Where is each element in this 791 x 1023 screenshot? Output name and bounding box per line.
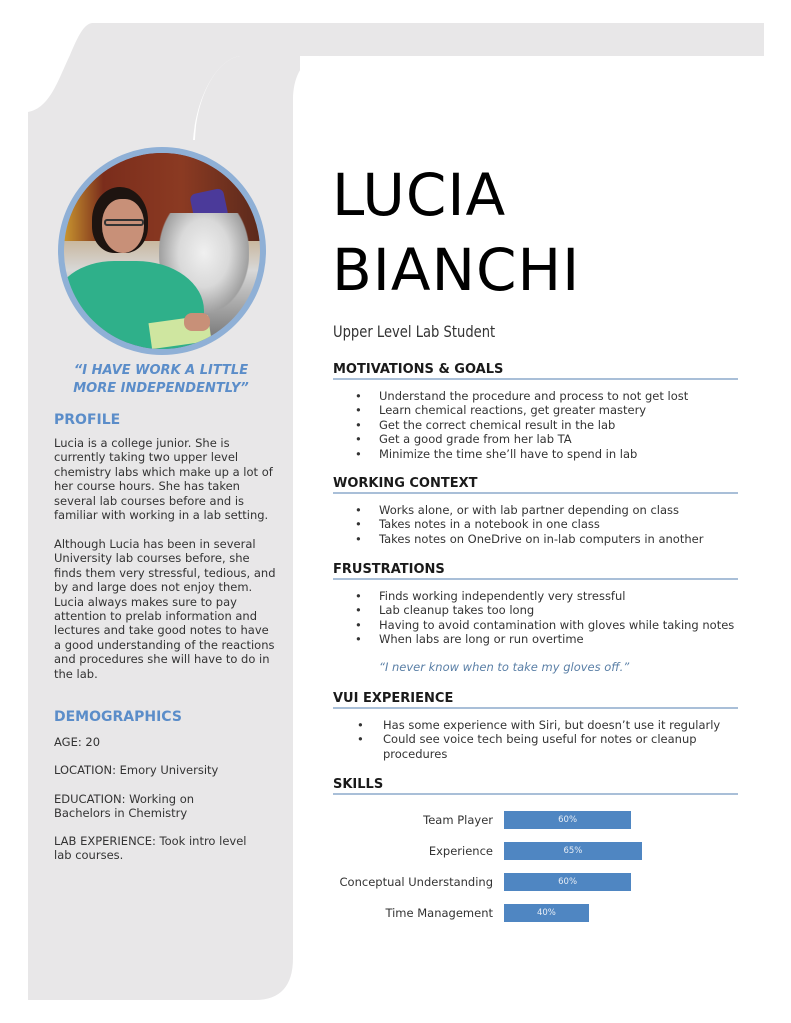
skill-bar — [504, 873, 631, 891]
skill-bar — [504, 811, 631, 829]
demographic-age: AGE: 20 — [54, 735, 101, 749]
frustrations-heading: FRUSTRATIONS — [333, 562, 738, 580]
list-item: • Takes notes on OneDrive on in-lab computers in another — [333, 532, 743, 546]
list-item: • Works alone, or with lab partner depending on class — [333, 503, 743, 517]
list-item: • Get the correct chemical result in the lab — [333, 418, 743, 432]
persona-photo-frame — [58, 147, 266, 355]
list-item: • Takes notes in a notebook in one class — [333, 517, 743, 531]
skill-value-label: 60% — [558, 815, 578, 825]
list-item: • Minimize the time she’ll have to spend in lab — [333, 447, 743, 461]
list-item: • When labs are long or run overtime — [333, 632, 743, 646]
demographics-heading: DEMOGRAPHICS — [54, 709, 182, 725]
persona-quote: “I HAVE WORK A LITTLE MORE INDEPENDENTLY” — [73, 363, 249, 396]
demographic-location: LOCATION: Emory University — [54, 763, 219, 777]
skill-bar — [504, 904, 589, 922]
skill-value-label: 65% — [563, 846, 583, 856]
list-item: • Could see voice tech being useful for notes or cleanup procedures — [333, 732, 728, 761]
list-item: • Has some experience with Siri, but doesn’t use it regularly — [333, 718, 728, 732]
persona-role: Upper Level Lab Student — [333, 322, 496, 341]
skill-value-label: 60% — [558, 877, 578, 887]
skill-label: Team Player — [423, 813, 493, 827]
demographic-lab-experience: LAB EXPERIENCE: Took intro level lab courses. — [54, 834, 247, 863]
persona-photo — [64, 153, 260, 349]
skills-chart — [333, 808, 743, 928]
motivations-heading: MOTIVATIONS & GOALS — [333, 362, 738, 380]
skills-heading: SKILLS — [333, 777, 738, 795]
skill-label: Conceptual Understanding — [339, 875, 493, 889]
profile-paragraph: Although Lucia has been in several University lab courses before, she finds them very stressful, tedious, and by and large does not enjoy them. Lucia always makes sure to pay attention to prelab information and lectures and take good notes to have a good understanding of the reactions and procedures she will have to do in the lab. — [54, 537, 276, 681]
persona-last-name: BIANCHI — [332, 236, 581, 304]
skill-value-label: 40% — [536, 908, 556, 918]
vui-experience-heading: VUI EXPERIENCE — [333, 691, 738, 709]
list-item: • Learn chemical reactions, get greater mastery — [333, 403, 743, 417]
skill-bar — [504, 842, 642, 860]
working-context-list — [333, 503, 743, 546]
demographic-education: EDUCATION: Working on Bachelors in Chemistry — [54, 792, 195, 821]
motivations-list — [333, 389, 743, 461]
vui-experience-list — [333, 718, 728, 761]
list-item: • Having to avoid contamination with gloves while taking notes — [333, 618, 743, 632]
profile-paragraph: Lucia is a college junior. She is currently taking two upper level chemistry labs which make up a lot of her course hours. She has taken several lab courses before and is familiar with working in a lab setting. — [54, 436, 273, 523]
list-item: • Get a good grade from her lab TA — [333, 432, 743, 446]
frustrations-list — [333, 589, 743, 647]
frustrations-quote: “I never know when to take my gloves off.” — [379, 660, 630, 674]
skill-label: Time Management — [385, 906, 493, 920]
list-item: • Understand the procedure and process to not get lost — [333, 389, 743, 403]
list-item: • Lab cleanup takes too long — [333, 603, 743, 617]
list-item: • Finds working independently very stressful — [333, 589, 743, 603]
skill-label: Experience — [428, 844, 493, 858]
persona-first-name: LUCIA — [332, 161, 507, 229]
working-context-heading: WORKING CONTEXT — [333, 476, 738, 494]
profile-heading: PROFILE — [54, 412, 121, 428]
